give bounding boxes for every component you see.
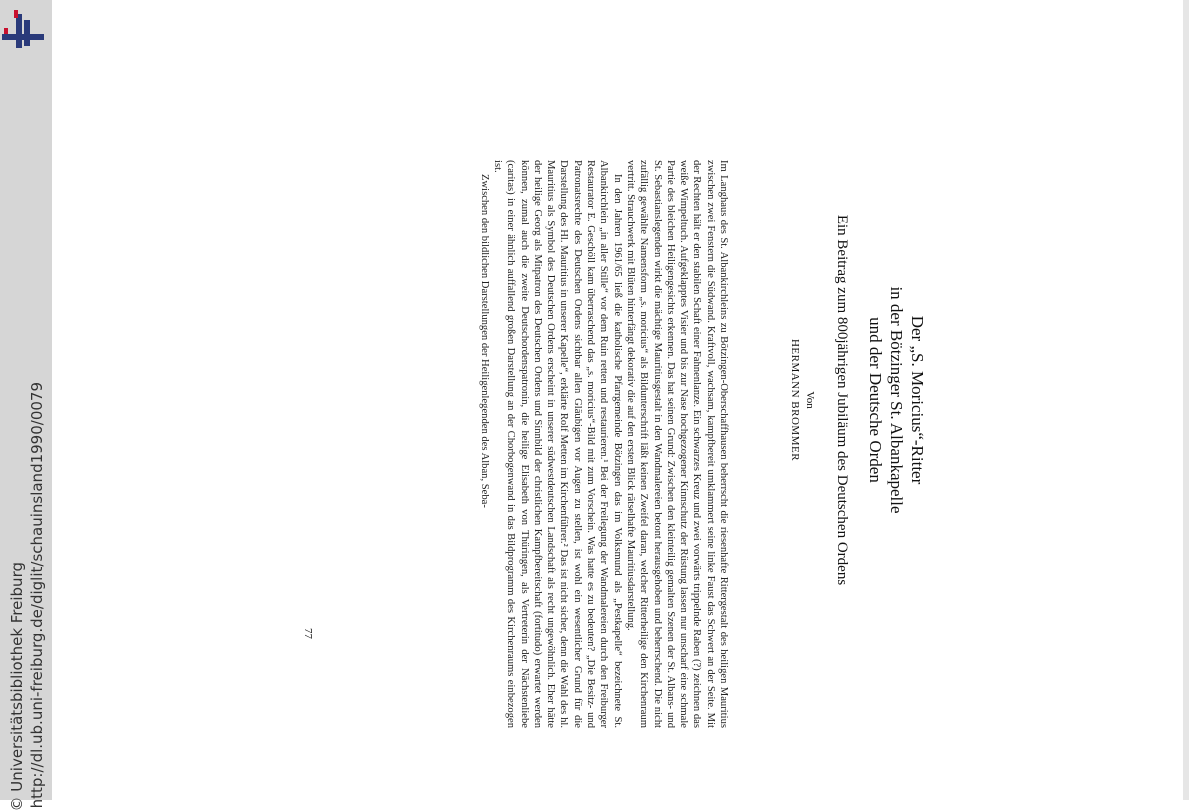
paragraph: In den Jahren 1961/65 ließ die katholische Pfarrgemeinde Bötzingen das im Volksmund als „Pestkapelle“ bezeichnete St. Albankirchlein „in aller Stille“ vor dem Ruin retten und restaurieren.¹ Bei der Freilegung der Wandmalereien durch den Freiburger Restaurator E. Geschöll kam überraschend das „s. moricius“-Bild mit zum Vorschein. Was hatte es zu bedeuten? „Die Besitz- und Patronatsrechte des Deutschen Ordens sichtbar allen Gläubigen vor Augen zu stellen, ist wohl ein wesentlicher Grund für die Darstellung des Hl. Mauritius in unserer Kapelle“, erklärte Rolf Metten im Kirchenführer.² Das ist nicht sicher, denn die Wahl des hl. Mauritius als Symbol des Deutschen Ordens erscheint in unserer südwestdeutschen Landschaft als recht ungewöhnlich. Eher hätte der heilige Georg als Mitpatron des Deutschen Ordens und Sinnbild der christlichen Kampfbereitschaft (fortitudo) erwartet werden können, zumal auch die zweite Deutschordenspatronin, die heilige Elisabeth von Thüringen, als Vertreterin der Nächstenliebe (caritas) in einer ähnlich auffallend großen Darstellung an der Chorbogenwand in das Bildprogramm des Kirchenraums einbezogen ist. (491, 160, 623, 728)
title-line-2: in der Bötzinger St. Albankapelle (887, 286, 906, 514)
author-name: HERMANN BROMMER (789, 338, 801, 462)
scrollbar[interactable] (1183, 0, 1189, 800)
copyright-text: © Universitätsbibliothek Freiburg (8, 562, 26, 811)
subtitle: Ein Beitrag zum 800jährigen Jubiläum des Deutschen Ordens (834, 214, 850, 586)
page-number: 77 (302, 628, 314, 639)
title-line-3: und der Deutsche Orden (866, 317, 885, 483)
document-page (280, 0, 1000, 800)
source-url[interactable]: http://dl.ub.uni-freiburg.de/diglit/schauinsland1990/0079 (28, 382, 46, 809)
viewer-sidebar (0, 0, 52, 811)
paragraph: Im Langhaus des St. Albankirchleins zu Bötzingen-Oberschaffhausen beherrscht die riesenhafte Rittergestalt des heiligen Mauritius zwischen zwei Fenstern die Südwand. Kraftvoll, wachsam, kampfbereit umklammert seine linke Faust das Schwert an der Seite. Mit der Rechten hält er den stabilen Schaft einer Fahnenlanze. Ein schwarzes Kreuz und zwei vorwärts trippelnde Raben (?) zeichnen das weiße Wimpeltuch. Aufgeklapptes Visier und bis zur Nase hochgezogener Kinnschutz der Rüstung lassen nur unscharf eine schmale Partie des bleichen Heiligengesichts erkennen. Das hat seinen Grund: Zwischen den kleinteilig gemalten Szenen der St. Albans- und St. Sebastianslegenden wirkt die mächtige Mauritiusgestalt in den Wandmalereien betont herausgehoben und beherrschend. Die nicht zufällig gewählte Namensform „s. moricius“ als Bildunterschrift läßt keinen Zweifel daran, welcher Ritterheilige den Kirchenraum vertritt. Strauchwerk mit Blüten hinterfängt dekorativ die auf den ersten Blick rätselhafte Mauritiusdarstellung. (624, 160, 729, 728)
title-line-1: Der „S. Moricius“-Ritter (908, 315, 927, 485)
paragraph: Zwischen den bildlichen Darstellungen der Heiligenlegenden des Alban, Seba- (478, 174, 490, 508)
byline-von: Von (804, 391, 816, 409)
article-body (477, 160, 730, 728)
